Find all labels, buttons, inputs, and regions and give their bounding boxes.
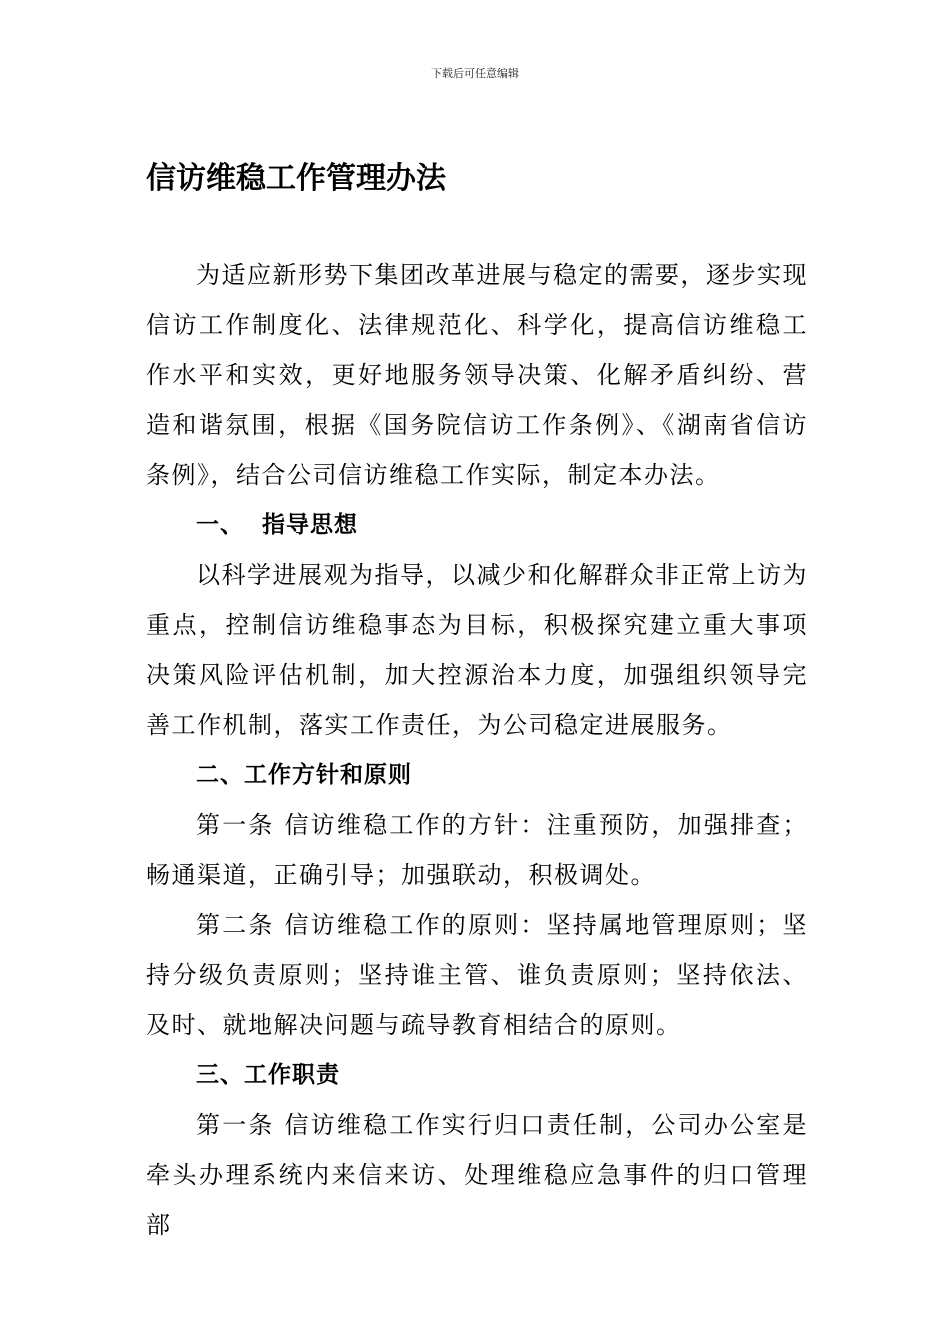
intro-paragraph: 为适应新形势下集团改革进展与稳定的需要，逐步实现信访工作制度化、法律规范化、科学化，提高信访维稳工作水平和实效，更好地服务领导决策、化解矛盾纠纷、营造和谐氛围，根据《国务院信访工作条例》、《湖南省信访条例》，结合公司信访维稳工作实际，制定本办法。 bbox=[146, 261, 808, 489]
article-paragraph: 第二条 信访维稳工作的原则：坚持属地管理原则；坚持分级负责原则；坚持谁主管、谁负责原则；坚持依法、及时、就地解决问题与疏导教育相结合的原则。 bbox=[146, 911, 808, 1039]
section-heading-guiding-ideology: 一、 指导思想 bbox=[196, 512, 359, 538]
document-title: 信访维稳工作管理办法 bbox=[146, 161, 446, 196]
article-paragraph: 第一条 信访维稳工作实行归口责任制，公司办公室是牵头办理系统内来信来访、处理维稳应急事件的归口管理部 bbox=[146, 1111, 808, 1239]
section-heading-principles: 二、工作方针和原则 bbox=[196, 762, 412, 788]
document-body bbox=[146, 250, 808, 1250]
section-paragraph-guiding-ideology: 以科学进展观为指导，以减少和化解群众非正常上访为重点，控制信访维稳事态为目标，积极探究建立重大事项决策风险评估机制，加大控源治本力度，加强组织领导完善工作机制，落实工作责任，为公司稳定进展服务。 bbox=[146, 561, 808, 739]
article-paragraph: 第一条 信访维稳工作的方针：注重预防，加强排查；畅通渠道，正确引导；加强联动，积极调处。 bbox=[146, 811, 808, 889]
header-note: 下载后可任意编辑 bbox=[431, 67, 519, 80]
section-heading-responsibilities: 三、工作职责 bbox=[196, 1062, 340, 1088]
